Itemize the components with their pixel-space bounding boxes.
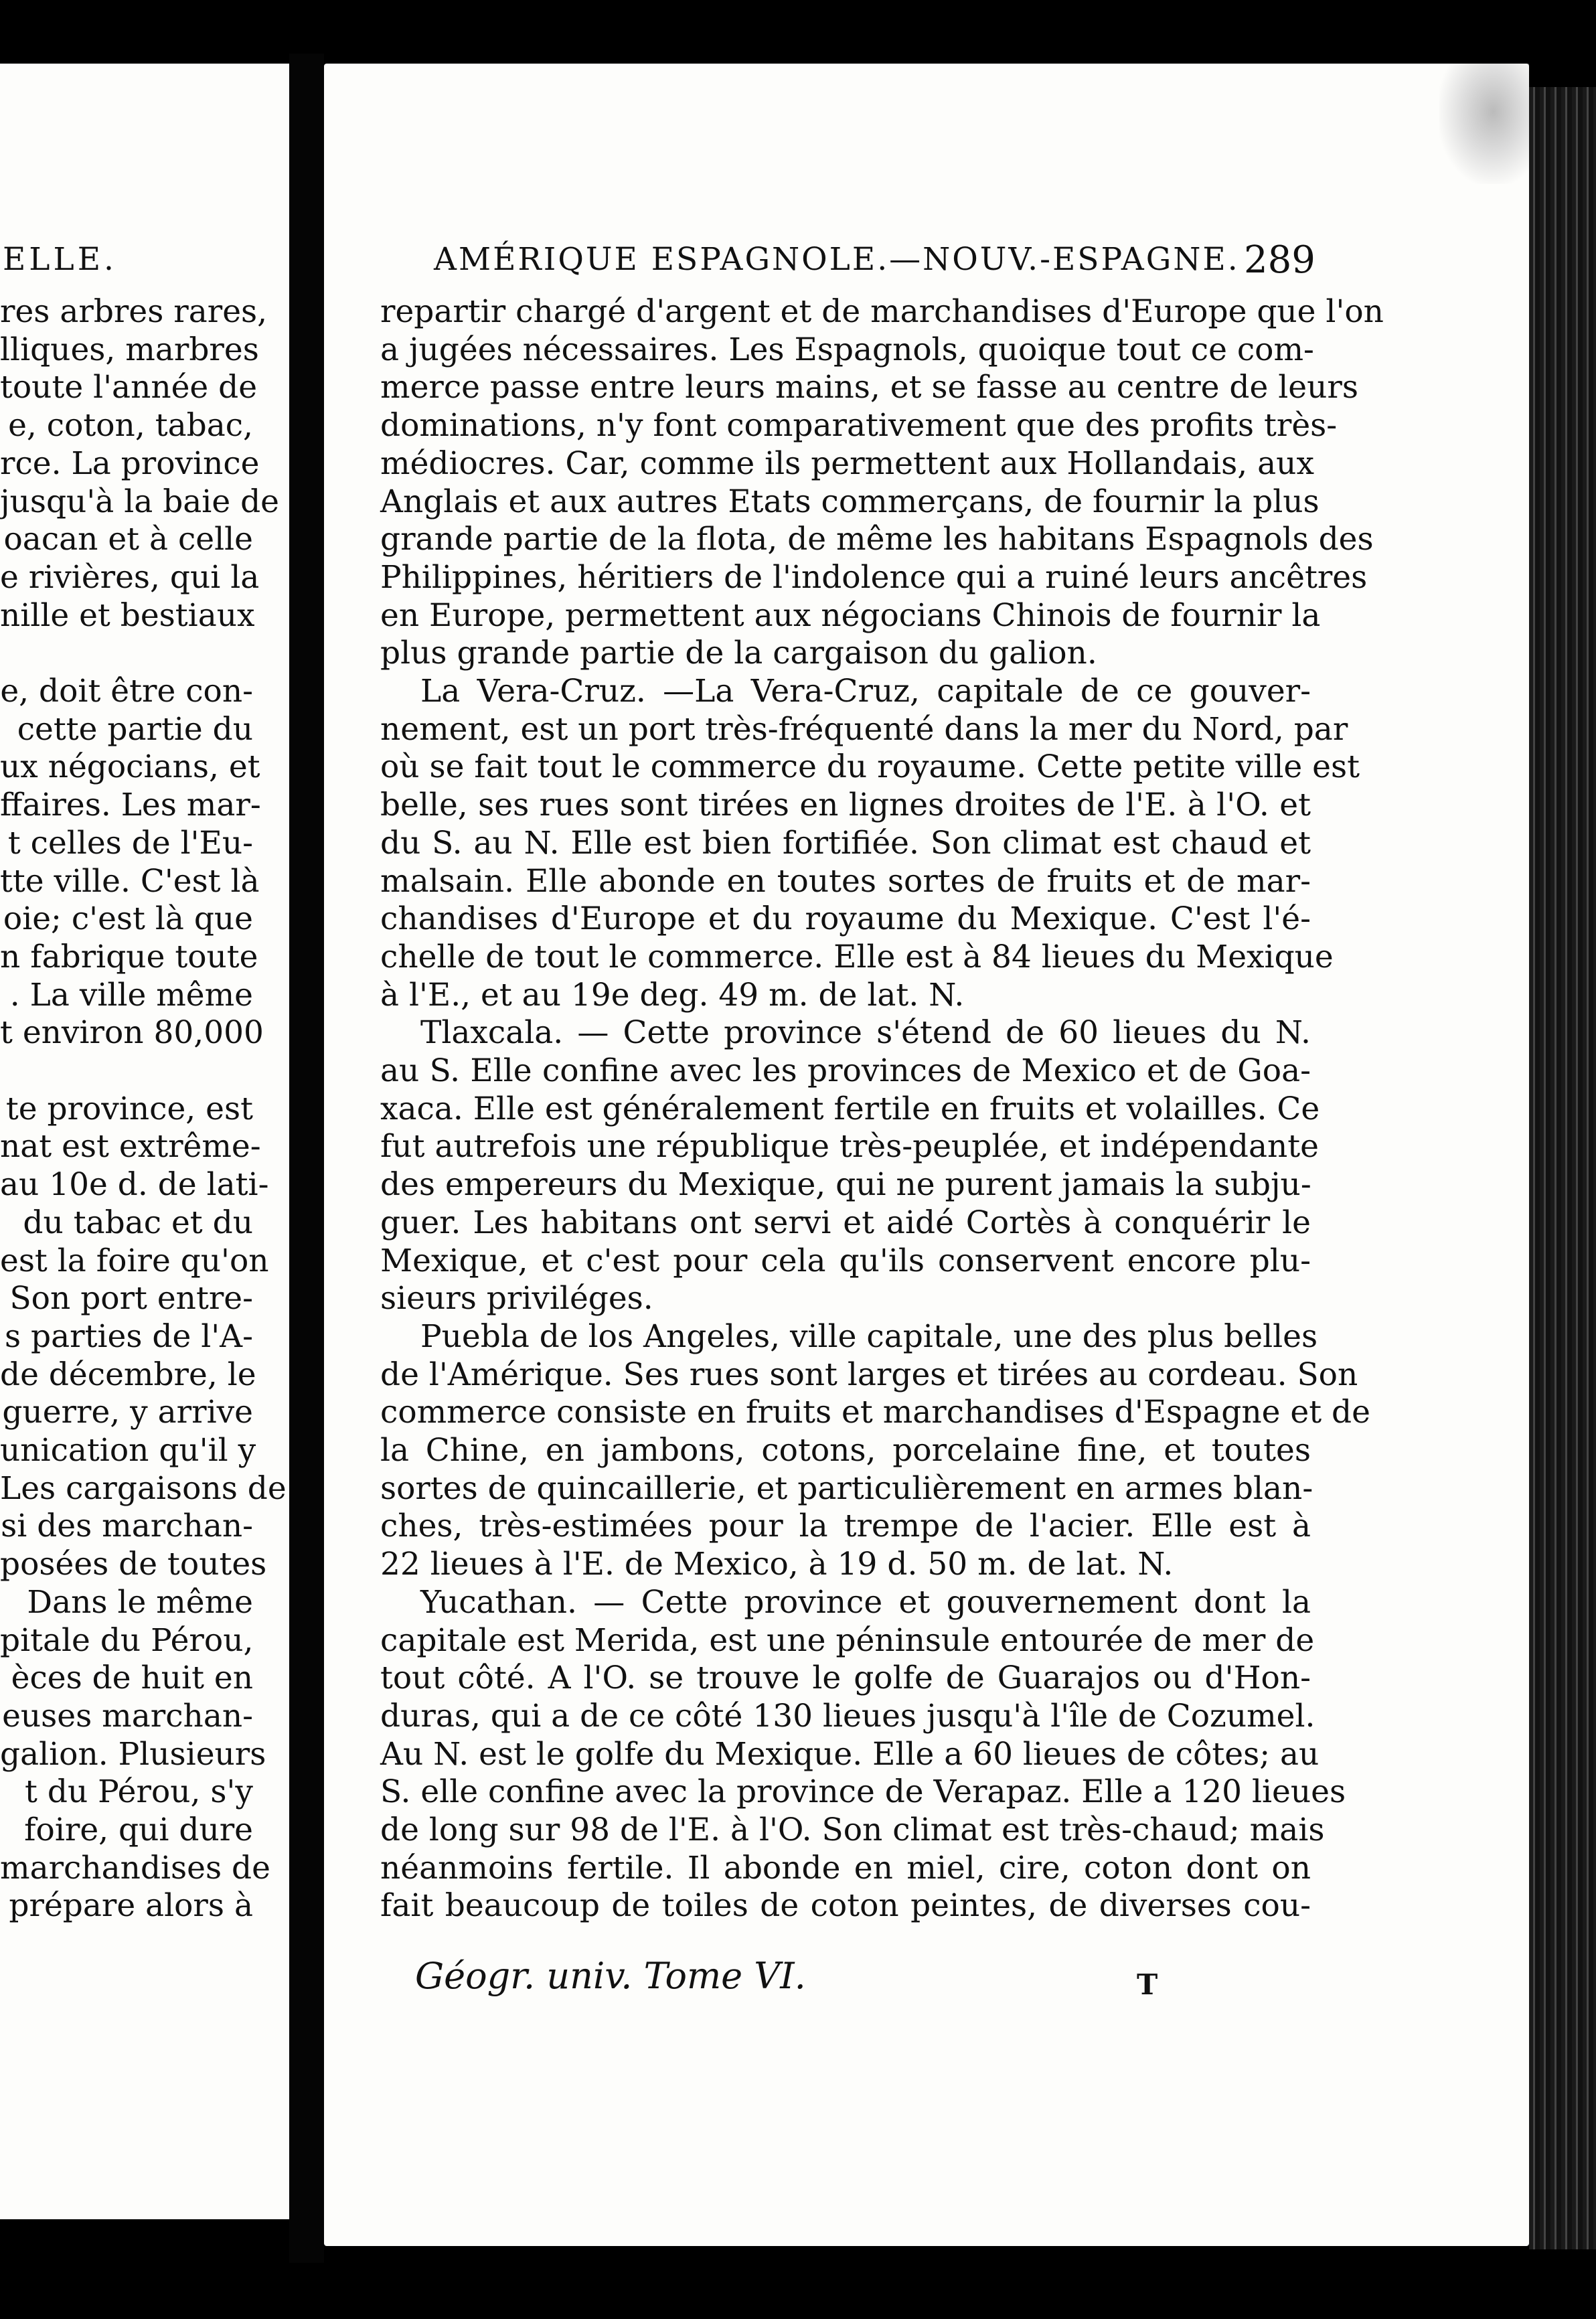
text-line: la Chine, en jambons, cotons, porcelaine fine, et toutes (380, 1432, 1311, 1469)
text-line: t du Pérou, s'y (25, 1773, 253, 1811)
text-line: sieurs priviléges. (380, 1280, 653, 1317)
text-line: marchandises de (0, 1849, 270, 1887)
text-line: merce passe entre leurs mains, et se fasse au centre de leurs (380, 369, 1358, 406)
text-line: Les cargaisons de (0, 1469, 287, 1507)
signature-letter: T (1137, 1968, 1158, 2001)
text-line: oacan et à celle (3, 521, 253, 558)
text-line: prépare alors à (9, 1887, 253, 1925)
text-line: ches, très-estimées pour la trempe de l'acier. Elle est à (380, 1508, 1311, 1545)
text-line: Mexique, et c'est pour cela qu'ils conservent encore plu- (380, 1242, 1311, 1279)
text-line: de long sur 98 de l'E. à l'O. Son climat est très-chaud; mais (380, 1812, 1325, 1848)
text-line: sortes de quincaillerie, et particulièrement en armes blan- (380, 1469, 1313, 1507)
text-line: pitale du Pérou, (0, 1621, 254, 1659)
text-line: xaca. Elle est généralement fertile en fruits et volailles. Ce (380, 1090, 1320, 1127)
text-line: e rivières, qui la (0, 558, 260, 596)
text-line: commerce consiste en fruits et marchandises d'Espagne et de (380, 1394, 1370, 1431)
text-line: du tabac et du (23, 1204, 253, 1241)
book-gutter (289, 54, 324, 2263)
text-line: à l'E., et au 19e deg. 49 m. de lat. N. (380, 976, 965, 1014)
text-line: res arbres rares, (0, 293, 268, 330)
text-line: de décembre, le (0, 1356, 256, 1393)
text-line: plus grande partie de la cargaison du galion. (380, 635, 1097, 672)
text-line: guer. Les habitans ont servi et aidé Cortès à conquérir le (380, 1204, 1311, 1241)
text-line: fait beaucoup de toiles de coton peintes, de diverses cou- (380, 1887, 1311, 1925)
text-line: Philippines, héritiers de l'indolence qui a ruiné leurs ancêtres (380, 558, 1368, 596)
page-stain (1439, 64, 1529, 184)
text-line: est la foire qu'on (0, 1242, 269, 1279)
running-head: AMÉRIQUE ESPAGNOLE.—NOUV.-ESPAGNE. (434, 241, 1240, 278)
text-line: La Vera-Cruz. —La Vera-Cruz, capitale de ce gouver- (420, 673, 1311, 710)
text-line: S. elle confine avec la province de Verapaz. Elle a 120 lieues (380, 1773, 1346, 1811)
text-line: en Europe, permettent aux négocians Chinois de fournir la (380, 596, 1321, 634)
text-line: posées de toutes (0, 1546, 267, 1583)
text-line: du S. au N. Elle est bien fortifiée. Son climat est chaud et (380, 824, 1311, 862)
text-line: où se fait tout le commerce du royaume. Cette petite ville est (380, 748, 1360, 786)
text-line: si des marchan- (1, 1508, 253, 1545)
text-line: foire, qui dure (24, 1812, 253, 1848)
text-line: médiocres. Car, comme ils permettent aux Hollandais, aux (380, 445, 1314, 482)
text-line: cette partie du (17, 710, 253, 748)
text-line: malsain. Elle abonde en toutes sortes de fruits et de mar- (380, 862, 1311, 900)
text-line: oie; c'est là que (3, 900, 253, 938)
text-line: tte ville. C'est là (0, 862, 260, 900)
text-line: de l'Amérique. Ses rues sont larges et tirées au cordeau. Son (380, 1356, 1358, 1393)
text-line: belle, ses rues sont tirées en lignes droites de l'E. à l'O. et (380, 787, 1311, 824)
text-line: fut autrefois une république très-peuplée, et indépendante (380, 1128, 1319, 1166)
text-line: nat est extrême- (0, 1128, 261, 1166)
text-line: Son port entre- (9, 1280, 253, 1317)
text-line: capitale est Merida, est une péninsule entourée de mer de (380, 1621, 1315, 1659)
text-line: au 10e d. de lati- (0, 1166, 269, 1204)
text-line: toute l'année de (0, 369, 258, 406)
text-line: Au N. est le golfe du Mexique. Elle a 60 lieues de côtes; au (380, 1735, 1320, 1773)
text-line: èces de huit en (11, 1660, 253, 1697)
text-line: ux négocians, et (0, 748, 260, 786)
page-number: 289 (1244, 238, 1315, 282)
text-line: e, doit être con- (0, 673, 253, 710)
text-line: t environ 80,000 (0, 1014, 264, 1052)
text-line: euses marchan- (2, 1697, 253, 1735)
text-line: n fabrique toute (0, 938, 258, 975)
text-line: ffaires. Les mar- (0, 787, 261, 824)
text-line: grande partie de la flota, de même les habitans Espagnols des (380, 521, 1374, 558)
text-line: chelle de tout le commerce. Elle est à 84 lieues du Mexique (380, 938, 1334, 975)
text-line: rce. La province (0, 445, 260, 482)
text-line: Puebla de los Angeles, ville capitale, une des plus belles (420, 1317, 1318, 1355)
text-line: Anglais et aux autres Etats commerçans, de fournir la plus (380, 483, 1320, 520)
text-line: lliques, marbres (0, 331, 259, 368)
text-line: guerre, y arrive (2, 1394, 253, 1431)
text-line: duras, qui a de ce côté 130 lieues jusqu'à l'île de Cozumel. (380, 1697, 1315, 1735)
page-edges (1529, 87, 1596, 2249)
text-line: a jugées nécessaires. Les Espagnols, quoique tout ce com- (380, 331, 1314, 368)
text-line: tout côté. A l'O. se trouve le golfe de Guarajos ou d'Hon- (380, 1660, 1311, 1697)
left-page-running-head: ELLE. (3, 241, 117, 278)
text-line: galion. Plusieurs (0, 1735, 266, 1773)
printer-signature: Géogr. univ. Tome VI. (415, 1955, 806, 1997)
text-line: dominations, n'y font comparativement que des profits très- (380, 407, 1338, 445)
text-line: chandises d'Europe et du royaume du Mexique. C'est l'é- (380, 900, 1311, 938)
text-line: te province, est (5, 1090, 253, 1127)
text-line: Dans le même (27, 1583, 253, 1621)
text-line: repartir chargé d'argent et de marchandises d'Europe que l'on (380, 293, 1384, 330)
text-line: . La ville même (9, 976, 253, 1014)
text-line: s parties de l'A- (4, 1317, 253, 1355)
text-line: au S. Elle confine avec les provinces de Mexico et de Goa- (380, 1052, 1311, 1089)
text-line: t celles de l'Eu- (7, 824, 253, 862)
text-line: Yucathan. — Cette province et gouvernement dont la (420, 1583, 1311, 1621)
text-line: des empereurs du Mexique, qui ne purent jamais la subju- (380, 1166, 1311, 1204)
text-line: nement, est un port très-fréquenté dans la mer du Nord, par (380, 710, 1348, 748)
text-line: unication qu'il y (0, 1432, 256, 1469)
text-line: nille et bestiaux (0, 596, 255, 634)
text-line: e, coton, tabac, (8, 407, 253, 445)
text-line: 22 lieues à l'E. de Mexico, à 19 d. 50 m. de lat. N. (380, 1546, 1174, 1583)
text-line: Tlaxcala. — Cette province s'étend de 60 lieues du N. (420, 1014, 1311, 1052)
text-line: néanmoins fertile. Il abonde en miel, cire, coton dont on (380, 1849, 1311, 1887)
text-line: jusqu'à la baie de (0, 483, 279, 520)
